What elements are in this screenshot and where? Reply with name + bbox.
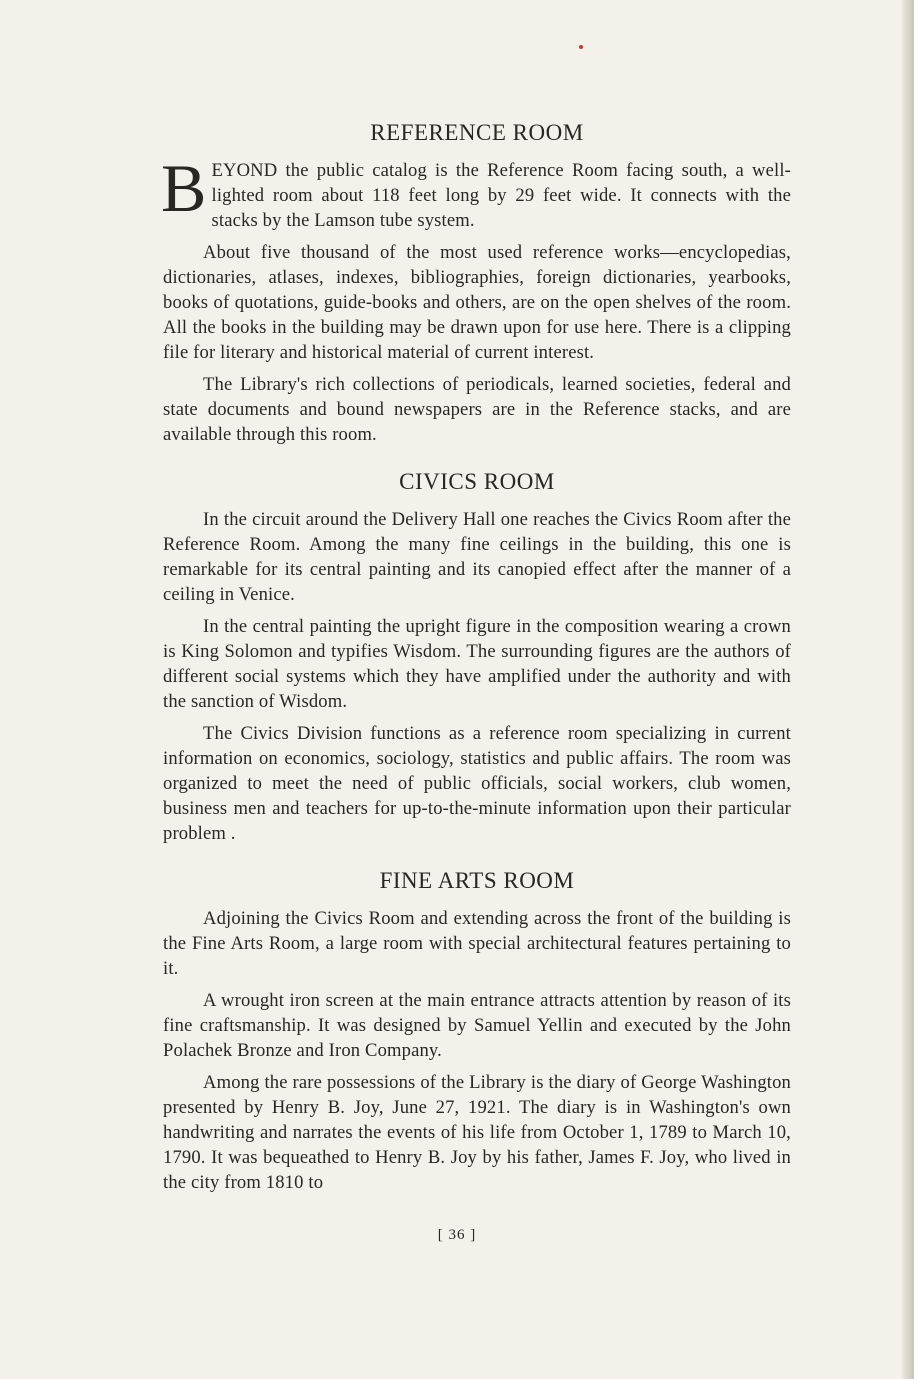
page-edge (902, 0, 914, 1379)
section-heading-fine-arts-room: FINE ARTS ROOM (379, 868, 575, 893)
reference-lead-paragraph (161, 150, 791, 233)
fine-arts-paragraph-3: Among the rare possessions of the Library is the diary of George Washington presented by Henry B. Joy, June 27, 1921. The diary is in Washington's own handwriting and narrates the events of his life from October 1, 1789 to March 10, 1790. It was bequeathed to Henry B. Joy by his father, James F. Joy, who lived in the city from 1810 to (163, 1072, 791, 1193)
drop-cap: B (161, 150, 207, 226)
reference-paragraph-2: About five thousand of the most used reference works—encyclopedias, dictionaries, atlases, indexes, bibliographies, foreign dictionaries, yearbooks, books of quotations, guide-books and others, are on the open shelves of the room. All the books in the building may be drawn upon for use here. There is a clipping file for literary and historical material of current interest. (163, 242, 791, 363)
section-heading-civics-room: CIVICS ROOM (399, 469, 555, 494)
section-heading-reference-room: REFERENCE ROOM (370, 120, 584, 145)
reference-paragraph-3: The Library's rich collections of periodicals, learned societies, federal and state documents and bound newspapers are in the Reference stacks, and are available through this room. (163, 374, 791, 445)
page-number: [ 36 ] (437, 1227, 477, 1243)
civics-paragraph-2: In the central painting the upright figure in the composition wearing a crown is King Solomon and typifies Wisdom. The surrounding figures are the authors of different social systems which they have amplified under the authority and with the sanction of Wisdom. (163, 616, 791, 712)
fine-arts-paragraph-1: Adjoining the Civics Room and extending across the front of the building is the Fine Arts Room, a large room with special architectural features pertaining to it. (163, 908, 791, 979)
fine-arts-paragraph-2: A wrought iron screen at the main entrance attracts attention by reason of its fine craftsmanship. It was designed by Samuel Yellin and executed by the John Polachek Bronze and Iron Company. (163, 990, 791, 1061)
civics-paragraph-3: The Civics Division functions as a reference room specializing in current information on economics, sociology, statistics and public affairs. The room was organized to meet the need of public officials, social workers, club women, business men and teachers for up-to-the-minute information upon their particular problem . (163, 723, 791, 844)
ink-speck (579, 45, 583, 49)
civics-paragraph-1: In the circuit around the Delivery Hall one reaches the Civics Room after the Reference Room. Among the many fine ceilings in the building, this one is remarkable for its central painting and its canopied effect after the manner of a ceiling in Venice. (163, 509, 791, 605)
page-content (163, 118, 791, 1202)
lead-text: EYOND the public catalog is the Reference Room facing south, a well-lighted room about 118 feet long by 29 feet wide. It connects with the stacks by the Lamson tube system. (211, 160, 791, 231)
